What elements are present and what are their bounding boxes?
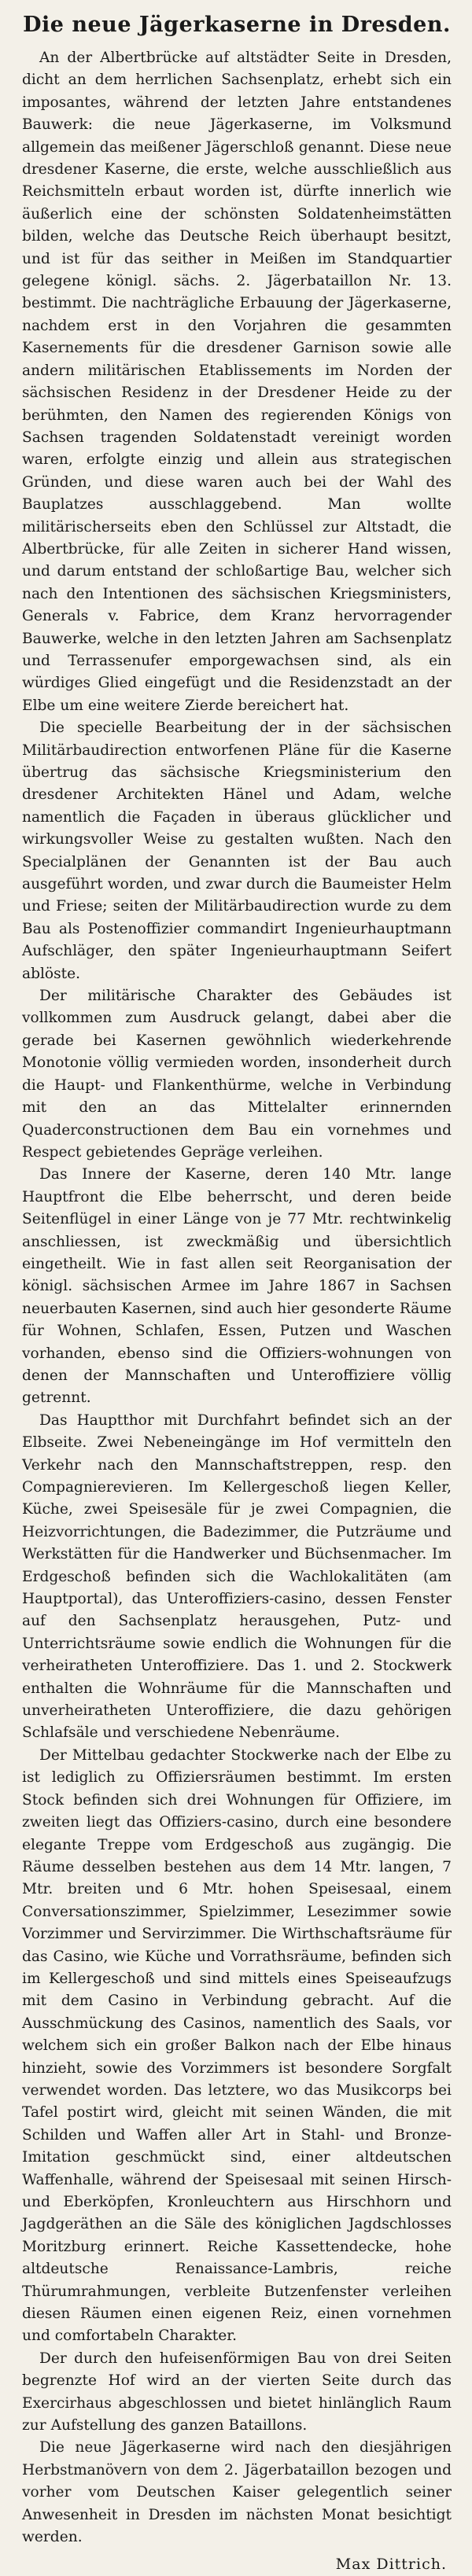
- article-title: Die neue Jägerkaserne in Dresden.: [23, 13, 451, 37]
- article-paragraph-6: Der Mittelbau gedachter Stockwerke nach der Elbe zu ist lediglich zu Offiziersräumen bestimmt. Im ersten Stock befinden sich drei Wohnungen für Offiziere, im zweiten liegt das Offiziers-casino, durch eine besondere elegante Treppe vom Erdgeschoß aus zugängig. Die Räume desselben bestehen aus dem 14 Mtr. langen, 7 Mtr. breiten und 6 Mtr. hohen Speisesaal, einem Conversationszimmer, Spielzimmer, Lesezimmer sowie Vorzimmer und Servirzimmer. Die Wirthschaftsräume für das Casino, wie Küche und Vorrathsräume, befinden sich im Kellergeschoß und sind mittels eines Speiseaufzugs mit dem Casino in Verbindung gebracht. Auf die Ausschmückung des Casinos, namentlich des Saals, vor welchem sich ein großer Balkon nach der Elbe hinaus hinzieht, sowie des Vorzimmers ist besondere Sorgfalt verwendet worden. Das letztere, wo das Musikcorps bei Tafel postirt wird, gleicht mit seinen Wänden, die mit Schilden und Waffen aller Art in Stahl- und Bronze-Imitation geschmückt sind, einer altdeutschen Waffenhalle, während der Speisesaal mit seinen Hirsch- und Eberköpfen, Kronleuchtern aus Hirschhorn und Jagdgeräthen an die Säle des königlichen Jagdschlosses Moritzburg erinnert. Reiche Kassettendecke, hohe altdeutsche Renaissance-Lambris, reiche Thürumrahmungen, verbleite Butzenfenster verleihen diesen Räumen einen eigenen Reiz, einen vornehmen und comfortabeln Charakter.: [22, 1746, 452, 2345]
- article-paragraph-7: Der durch den hufeisenförmigen Bau von drei Seiten begrenzte Hof wird an der vierten Seite durch das Exercirhaus abgeschlossen und bietet hinlänglich Raum zur Aufstellung des ganzen Bataillons.: [22, 2350, 452, 2434]
- author-signature: Max Dittrich.: [335, 2555, 447, 2573]
- article-paragraph-1: An der Albertbrücke auf altstädter Seite in Dresden, dicht an dem herrlichen Sachsenplatz, erhebt sich ein imposantes, während der letzten Jahre entstandenes Bauwerk: die neue Jägerkaserne, im Volksmund allgemein das meißener Jägerschloß genannt. Diese neue dresdener Kaserne, die erste, welche ausschließlich aus Reichsmitteln erbaut worden ist, dürfte innerlich wie äußerlich eine der schönsten Soldatenheimstätten bilden, welche das Deutsche Reich überhaupt besitzt, und ist für das seither in Meißen im Standquartier gelegene königl. sächs. 2. Jägerbataillon Nr. 13. bestimmt. Die nachträgliche Erbauung der Jägerkaserne, nachdem erst in den Vorjahren die gesammten Kasernements für die dresdener Garnison sowie alle andern militärischen Etablissements im Norden der sächsischen Residenz in der Dresdener Heide zu der berühmten, den Namen des regierenden Königs von Sachsen tragenden Soldatenstadt vereinigt worden waren, erfolgte einzig und allein aus strategischen Gründen, und diese waren auch bei der Wahl des Bauplatzes ausschlaggebend. Man wollte militärischerseits eben den Schlüssel zur Altstadt, die Albertbrücke, für alle Zeiten in sicherer Hand wissen, und darum entstand der schloßartige Bau, welcher sich nach den Intentionen des sächsischen Kriegsministers, Generals v. Fabrice, dem Kranz hervorragender Bauwerke, welche in den letzten Jahren am Sachsenplatz und Terrassenufer emporgewachsen sind, als ein würdiges Glied eingefügt und die Residenzstadt an der Elbe um eine weitere Zierde bereichert hat.: [22, 50, 452, 714]
- article-paragraph-4: Das Innere der Kaserne, deren 140 Mtr. lange Hauptfront die Elbe beherrscht, und deren beide Seitenflügel in einer Länge von je 77 Mtr. rechtwinkelig anschliessen, ist zweckmäßig und übersichtlich eingetheilt. Wie in fast allen seit Reorganisation der königl. sächsischen Armee im Jahre 1867 in Sachsen neuerbauten Kasernen, sind auch hier gesonderte Räume für Wohnen, Schlafen, Essen, Putzen und Waschen vorhanden, ebenso sind die Offiziers-wohnungen von denen der Mannschaften und Unteroffiziere völlig getrennt.: [22, 1166, 452, 1407]
- article-paragraph-3: Der militärische Charakter des Gebäudes ist vollkommen zum Ausdruck gelangt, dabei aber die gerade bei Kasernen gewöhnlich wiederkehrende Monotonie völlig vermieden worden, insonderheit durch die Haupt- und Flankenthürme, welche in Verbindung mit den an das Mittelalter erinnernden Quaderconstructionen dem Bau ein vornehmes und Respect gebietendes Gepräge verleihen.: [22, 988, 452, 1161]
- article-paragraph-2: Die specielle Bearbeitung der in der sächsischen Militärbaudirection entworfenen Pläne für die Kaserne übertrug das sächsische Kriegsministerium den dresdener Architekten Hänel und Adam, welche namentlich die Façaden in überaus glücklicher und wirkungsvoller Weise zu gestalten wußten. Nach den Specialplänen der Genannten ist der Bau auch ausgeführt worden, und zwar durch die Baumeister Helm und Friese; seiten der Militärbaudirection wurde zu dem Bau als Postenoffizier commandirt Ingenieurhauptmann Aufschläger, den später Ingenieurhauptmann Seifert ablöste.: [22, 719, 452, 982]
- article-paragraph-5: Das Hauptthor mit Durchfahrt befindet sich an der Elbseite. Zwei Nebeneingänge im Hof vermitteln den Verkehr nach den Mannschaftstreppen, resp. den Compagnierevieren. Im Kellergeschoß liegen Keller, Küche, zwei Speisesäle für je zwei Compagnien, die Heizvorrichtungen, die Badezimmer, die Putzräume und Werkstätten für die Handwerker und Büchsenmacher. Im Erdgeschoß befinden sich die Wachlokalitäten (am Hauptportal), das Unteroffiziers-casino, dessen Fenster auf den Sachsenplatz herausgehen, Putz- und Unterrichtsräume sowie endlich die Wohnungen für die verheiratheten Unteroffiziere. Das 1. und 2. Stockwerk enthalten die Wohnräume für die Mannschaften und unverheiratheten Unteroffiziere, die dazu gehörigen Schlafsäle und verschiedene Nebenräume.: [22, 1411, 452, 1742]
- article-paragraph-8: Die neue Jägerkaserne wird nach den diesjährigen Herbstmanövern von dem 2. Jägerbataillon bezogen und vorher vom Deutschen Kaiser gelegentlich seiner Anwesenheit in Dresden im nächsten Monat besichtigt werden.: [22, 2439, 452, 2546]
